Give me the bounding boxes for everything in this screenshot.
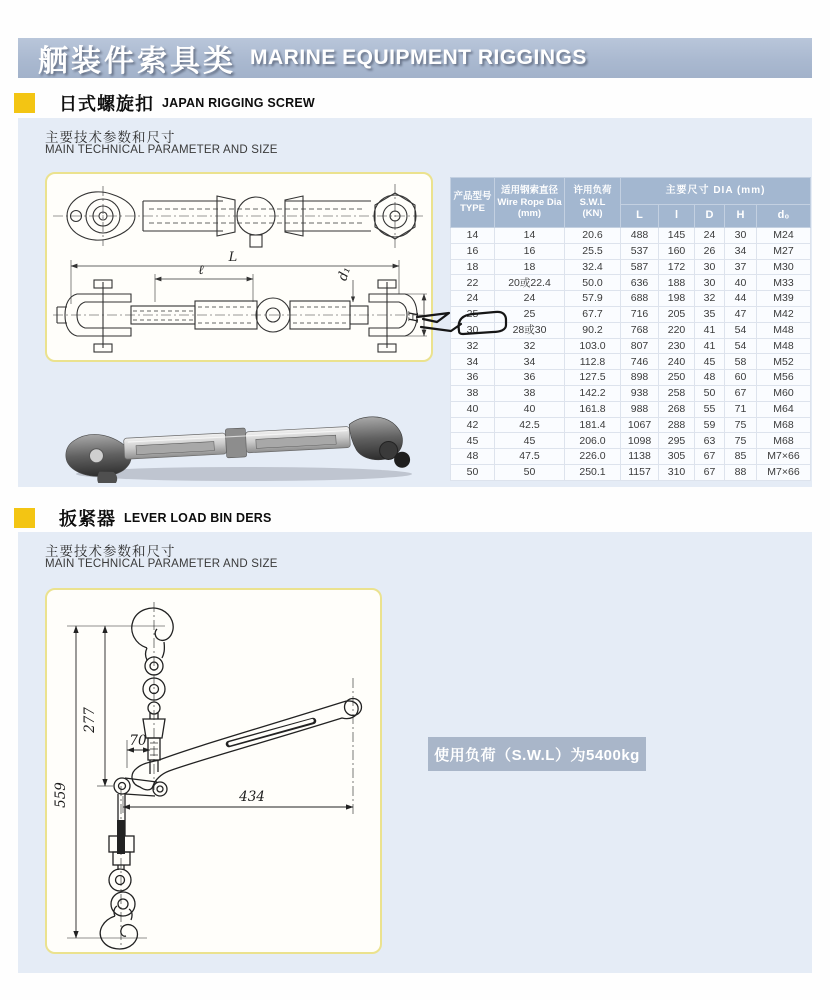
- table-cell: 40: [725, 275, 757, 291]
- table-cell: 898: [621, 370, 659, 386]
- table-row: [451, 354, 811, 370]
- page-title-en: MARINE EQUIPMENT RIGGINGS: [250, 46, 587, 69]
- table-cell: 1157: [621, 464, 659, 480]
- table-cell: 59: [695, 417, 725, 433]
- table-cell: 37: [725, 259, 757, 275]
- col-header-wire-cn: 适用钢索直径: [500, 184, 558, 196]
- table-cell: 34: [725, 243, 757, 259]
- table-cell: 25: [451, 306, 495, 322]
- table-cell: 305: [659, 449, 695, 465]
- table-cell: 1098: [621, 433, 659, 449]
- dim-label-559: 559: [53, 782, 69, 808]
- table-cell: M7×66: [757, 449, 811, 465]
- col-header-swl-cn: 许用负荷: [573, 184, 612, 196]
- table-row: [451, 385, 811, 401]
- table-cell: M30: [757, 259, 811, 275]
- table-cell: 25: [495, 306, 565, 322]
- table-cell: 34: [495, 354, 565, 370]
- section2-param-cn: 主要技术参数和尺寸: [45, 544, 176, 559]
- table-cell: 250: [659, 370, 695, 386]
- section1-heading: [14, 90, 315, 116]
- table-cell: 58: [725, 354, 757, 370]
- table-cell: 85: [725, 449, 757, 465]
- table-cell: 1138: [621, 449, 659, 465]
- table-cell: 537: [621, 243, 659, 259]
- table-cell: M42: [757, 306, 811, 322]
- dim-label-277: 277: [82, 707, 98, 733]
- rigging-screw-drawing-box: [45, 172, 433, 362]
- table-cell: 14: [451, 228, 495, 244]
- table-cell: 28或30: [495, 322, 565, 338]
- table-cell: M60: [757, 385, 811, 401]
- table-cell: 198: [659, 291, 695, 307]
- table-cell: 205: [659, 306, 695, 322]
- table-cell: M27: [757, 243, 811, 259]
- col-header-swl: [565, 178, 621, 228]
- dim-col-header: D: [695, 205, 725, 228]
- table-cell: 310: [659, 464, 695, 480]
- table-cell: 41: [695, 338, 725, 354]
- table-cell: 746: [621, 354, 659, 370]
- table-cell: M33: [757, 275, 811, 291]
- table-cell: 24: [495, 291, 565, 307]
- section2-heading: [14, 505, 272, 531]
- table-cell: M68: [757, 433, 811, 449]
- table-cell: 32.4: [565, 259, 621, 275]
- col-header-wire-en: Wire Rope Dia: [497, 196, 562, 208]
- section2-param-en: MAIN TECHNICAL PARAMETER AND SIZE: [45, 558, 278, 570]
- table-cell: 206.0: [565, 433, 621, 449]
- table-cell: 220: [659, 322, 695, 338]
- table-row: [451, 464, 811, 480]
- table-row: [451, 417, 811, 433]
- table-cell: 488: [621, 228, 659, 244]
- table-cell: 45: [451, 433, 495, 449]
- table-cell: M48: [757, 322, 811, 338]
- table-cell: 16: [495, 243, 565, 259]
- table-row: [451, 401, 811, 417]
- table-cell: 67: [725, 385, 757, 401]
- table-header-row: [451, 178, 811, 205]
- table-cell: 112.8: [565, 354, 621, 370]
- table-cell: 38: [451, 385, 495, 401]
- col-header-dim-group: 主要尺寸 DIA (mm): [621, 178, 811, 205]
- section1-param-en: MAIN TECHNICAL PARAMETER AND SIZE: [45, 144, 278, 156]
- dim-label-d1: d₁: [335, 265, 354, 283]
- table-cell: M24: [757, 228, 811, 244]
- table-cell: 103.0: [565, 338, 621, 354]
- table-cell: 48: [451, 449, 495, 465]
- table-cell: M52: [757, 354, 811, 370]
- dim-label-L: L: [228, 250, 238, 265]
- table-cell: 36: [495, 370, 565, 386]
- table-cell: 42: [451, 417, 495, 433]
- col-header-type-cn: 产品型号: [453, 190, 492, 202]
- table-cell: 26: [695, 243, 725, 259]
- col-header-wire-rope: [495, 178, 565, 228]
- section1-title-en: JAPAN RIGGING SCREW: [162, 96, 315, 110]
- table-cell: 20.6: [565, 228, 621, 244]
- table-row: [451, 259, 811, 275]
- table-cell: 14: [495, 228, 565, 244]
- pen-annotation-mark: [415, 303, 515, 345]
- table-cell: 24: [695, 228, 725, 244]
- table-cell: 50: [695, 385, 725, 401]
- table-cell: 1067: [621, 417, 659, 433]
- table-cell: 50: [451, 464, 495, 480]
- yellow-bullet-icon: [14, 93, 35, 113]
- table-row: [451, 449, 811, 465]
- table-row: [451, 433, 811, 449]
- table-cell: 142.2: [565, 385, 621, 401]
- table-cell: M39: [757, 291, 811, 307]
- table-cell: 268: [659, 401, 695, 417]
- dim-label-l: ℓ: [198, 263, 204, 278]
- table-cell: 34: [451, 354, 495, 370]
- table-cell: 54: [725, 338, 757, 354]
- table-cell: 258: [659, 385, 695, 401]
- dim-label-H: H: [407, 311, 422, 323]
- table-cell: 145: [659, 228, 695, 244]
- table-cell: 250.1: [565, 464, 621, 480]
- table-cell: 716: [621, 306, 659, 322]
- dim-col-header: d₀: [757, 205, 811, 228]
- dim-label-434: 434: [239, 789, 265, 805]
- table-cell: 30: [451, 322, 495, 338]
- table-cell: 688: [621, 291, 659, 307]
- table-cell: 24: [451, 291, 495, 307]
- col-header-swl-en: S.W.L: [579, 196, 606, 208]
- yellow-bullet-icon: [14, 508, 35, 528]
- table-cell: 71: [725, 401, 757, 417]
- table-cell: M64: [757, 401, 811, 417]
- table-body: [451, 228, 811, 481]
- table-cell: 16: [451, 243, 495, 259]
- table-cell: 18: [495, 259, 565, 275]
- table-cell: 60: [725, 370, 757, 386]
- table-cell: 63: [695, 433, 725, 449]
- col-header-swl-unit: (KN): [582, 208, 603, 220]
- lever-binder-drawing-box: [45, 588, 382, 954]
- table-cell: 67.7: [565, 306, 621, 322]
- table-cell: 67: [695, 449, 725, 465]
- table-cell: 45: [495, 433, 565, 449]
- table-cell: 42.5: [495, 417, 565, 433]
- table-cell: 38: [495, 385, 565, 401]
- section1-param-cn: 主要技术参数和尺寸: [45, 130, 176, 145]
- section1-title-cn: 日式螺旋扣: [59, 94, 154, 114]
- table-cell: 30: [725, 228, 757, 244]
- table-cell: 32: [451, 338, 495, 354]
- table-cell: 240: [659, 354, 695, 370]
- dim-label-70: 70: [129, 733, 147, 749]
- section2-title-cn: 扳紧器: [59, 509, 116, 529]
- col-header-type-en: TYPE: [460, 202, 485, 214]
- table-row: [451, 370, 811, 386]
- lever-binder-diagram: [47, 590, 380, 952]
- table-cell: 36: [451, 370, 495, 386]
- table-cell: 188: [659, 275, 695, 291]
- section2-panel: [18, 532, 812, 973]
- table-cell: 768: [621, 322, 659, 338]
- table-cell: 88: [725, 464, 757, 480]
- table-cell: 40: [451, 401, 495, 417]
- table-cell: M56: [757, 370, 811, 386]
- table-cell: 32: [695, 291, 725, 307]
- dim-col-header: L: [621, 205, 659, 228]
- table-cell: 44: [725, 291, 757, 307]
- col-header-type: [451, 178, 495, 228]
- table-cell: M68: [757, 417, 811, 433]
- table-cell: 181.4: [565, 417, 621, 433]
- table-cell: 90.2: [565, 322, 621, 338]
- dim-col-header: l: [659, 205, 695, 228]
- table-cell: 25.5: [565, 243, 621, 259]
- table-row: [451, 275, 811, 291]
- table-row: [451, 243, 811, 259]
- table-cell: 988: [621, 401, 659, 417]
- table-cell: 55: [695, 401, 725, 417]
- table-cell: 50: [495, 464, 565, 480]
- table-cell: 160: [659, 243, 695, 259]
- table-cell: 48: [695, 370, 725, 386]
- table-cell: 587: [621, 259, 659, 275]
- table-cell: 20或22.4: [495, 275, 565, 291]
- table-cell: 807: [621, 338, 659, 354]
- table-cell: 54: [725, 322, 757, 338]
- col-header-wire-unit: (mm): [517, 208, 542, 220]
- table-cell: 41: [695, 322, 725, 338]
- table-cell: 35: [695, 306, 725, 322]
- table-cell: 47.5: [495, 449, 565, 465]
- table-cell: M7×66: [757, 464, 811, 480]
- table-cell: 75: [725, 433, 757, 449]
- table-cell: 18: [451, 259, 495, 275]
- swl-note-banner: 使用负荷（S.W.L）为5400kg: [428, 737, 646, 771]
- header-banner: [18, 38, 812, 78]
- table-cell: 50.0: [565, 275, 621, 291]
- table-cell: 161.8: [565, 401, 621, 417]
- table-cell: 67: [695, 464, 725, 480]
- table-cell: 75: [725, 417, 757, 433]
- table-cell: 57.9: [565, 291, 621, 307]
- table-cell: 45: [695, 354, 725, 370]
- table-cell: 30: [695, 275, 725, 291]
- table-cell: 938: [621, 385, 659, 401]
- section2-title-en: LEVER LOAD BIN DERS: [124, 511, 272, 525]
- table-cell: 230: [659, 338, 695, 354]
- table-cell: 22: [451, 275, 495, 291]
- table-cell: 226.0: [565, 449, 621, 465]
- page-title-cn: 舾装件索具类: [38, 45, 236, 78]
- table-cell: 636: [621, 275, 659, 291]
- rigging-screw-photo: [58, 388, 430, 483]
- dim-col-header: H: [725, 205, 757, 228]
- table-row: [451, 228, 811, 244]
- table-cell: M48: [757, 338, 811, 354]
- table-cell: 288: [659, 417, 695, 433]
- table-cell: 127.5: [565, 370, 621, 386]
- table-cell: 30: [695, 259, 725, 275]
- table-cell: 295: [659, 433, 695, 449]
- table-cell: 172: [659, 259, 695, 275]
- table-cell: 40: [495, 401, 565, 417]
- table-cell: 32: [495, 338, 565, 354]
- table-cell: 47: [725, 306, 757, 322]
- rigging-screw-diagram: [47, 174, 431, 360]
